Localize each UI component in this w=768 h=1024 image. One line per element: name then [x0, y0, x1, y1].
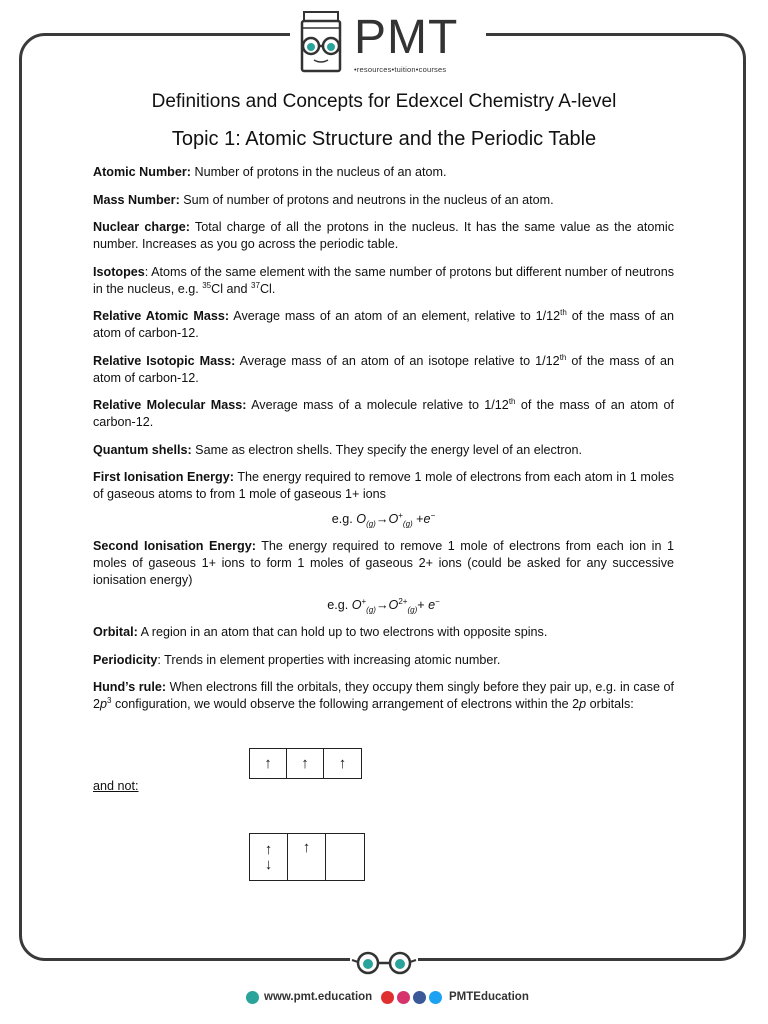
eq-species: O	[356, 512, 367, 526]
eq-arrow: →	[375, 512, 389, 526]
definition-text: The energy required to remove 1 mole of electrons from each ion in 1 moles of gaseous 1+ ions to form 1 moles of gaseous 2+ ions (could be asked for any successive ionisation energy)	[93, 539, 674, 587]
eq-species: O	[388, 512, 399, 526]
definition-text: Cl and	[211, 281, 252, 296]
eq-species: O	[388, 598, 399, 612]
eq-charge: 2+	[398, 596, 408, 606]
eq-state: (g)	[366, 605, 376, 615]
orbital-boxes-incorrect	[249, 833, 365, 881]
glasses-icon	[350, 950, 418, 976]
orbital-box	[287, 749, 324, 778]
eq-charge: −	[430, 510, 436, 520]
eq-prefix: e.g.	[327, 598, 352, 612]
term: Relative Isotopic Mass:	[93, 353, 236, 368]
term: Isotopes	[93, 264, 145, 279]
definition-text: of the mass of an atom of carbon-12.	[93, 309, 675, 340]
equation-first-ionisation	[93, 511, 674, 528]
spin-up-arrow-icon: ↑	[302, 839, 311, 856]
term: Orbital:	[93, 625, 138, 639]
mass-superscript: 37	[251, 280, 260, 290]
eq-charge: +	[398, 510, 403, 520]
definition-text: Cl.	[259, 281, 276, 296]
and-not-label: and not:	[93, 779, 139, 793]
spin-up-arrow-icon: ↑	[264, 755, 272, 772]
book-glasses-icon	[290, 8, 350, 78]
orbital-box	[250, 749, 287, 778]
term: Periodicity	[93, 652, 158, 667]
definition-orbital	[93, 624, 674, 641]
definition-text: Average mass of a molecule relative to 1/12	[246, 398, 509, 412]
spin-up-arrow-icon: ↑	[264, 841, 273, 858]
definition-hunds-rule	[93, 679, 674, 713]
ordinal-superscript: th	[560, 307, 567, 317]
definition-isotopes	[93, 264, 674, 298]
definition-quantum-shells	[93, 442, 674, 459]
eq-species: O	[351, 598, 362, 612]
definition-text: Average mass of an atom of an isotope relative to 1/12	[235, 353, 560, 368]
definition-text: of the mass of an atom of carbon-12.	[93, 353, 674, 385]
spin-up-arrow-icon: ↑	[338, 755, 347, 772]
orbital-box	[324, 749, 361, 778]
definition-text: configuration, we would observe the following arrangement of electrons within the 2	[111, 697, 580, 711]
twitter-icon[interactable]	[429, 991, 442, 1004]
eq-state: (g)	[402, 519, 413, 529]
eq-plus: +	[412, 512, 424, 526]
definition-nuclear-charge	[93, 219, 674, 253]
definition-text: The energy required to remove 1 mole of electrons from each atom in 1 moles of gaseous atoms to from 1 mole of gaseous 1+ ions	[93, 470, 674, 501]
eq-plus: +	[417, 598, 429, 612]
term: Quantum shells:	[93, 442, 192, 457]
definition-relative-isotopic-mass	[93, 353, 674, 387]
orbital-letter: p	[100, 697, 108, 711]
logo-tagline: •resources•tuition•courses	[354, 65, 447, 74]
eq-electron: e	[428, 598, 436, 612]
definition-relative-molecular-mass	[93, 397, 674, 431]
electron-count-superscript: 3	[107, 695, 112, 705]
term: Nuclear charge:	[93, 220, 190, 234]
youtube-icon[interactable]	[381, 991, 394, 1004]
definitions-list	[93, 164, 674, 724]
eq-prefix: e.g.	[331, 512, 357, 526]
ordinal-superscript: th	[559, 352, 567, 362]
orbital-box	[288, 834, 326, 880]
orbital-boxes-correct	[249, 748, 362, 779]
eq-electron: e	[423, 512, 431, 526]
social-handle[interactable]: PMTEducation	[449, 991, 529, 1003]
topic-heading: Topic 1: Atomic Structure and the Periodic Table	[171, 128, 597, 150]
orbital-box-empty	[326, 834, 364, 880]
definition-text: Same as electron shells. They specify the energy level of an electron.	[191, 442, 583, 457]
definition-text: Sum of number of protons and neutrons in the nucleus of an atom.	[179, 192, 554, 207]
definition-text: Total charge of all the protons in the nucleus. It has the same value as the atomic number. Increases as you go across the periodic table.	[93, 220, 674, 251]
term: Relative Atomic Mass:	[93, 309, 230, 323]
definition-text: When electrons fill the orbitals, they occupy them singly before they pair up, e.g. in case of 2	[93, 680, 675, 711]
instagram-icon[interactable]	[397, 991, 410, 1004]
eq-state: (g)	[366, 519, 376, 529]
definition-text: Number of protons in the nucleus of an atom.	[190, 165, 447, 179]
pmt-logo	[290, 8, 486, 78]
definition-periodicity	[93, 652, 674, 669]
definition-text: A region in an atom that can hold up to two electrons with opposite spins.	[137, 625, 548, 639]
facebook-icon[interactable]	[413, 991, 426, 1004]
website-link[interactable]: www.pmt.education	[264, 991, 373, 1003]
definition-relative-atomic-mass	[93, 308, 674, 342]
term: Second Ionisation Energy:	[93, 539, 256, 553]
definition-text: Average mass of an atom of an element, relative to 1/12	[229, 309, 561, 323]
equation-second-ionisation	[93, 597, 674, 614]
document-title: Definitions and Concepts for Edexcel Chemistry A-level	[151, 91, 617, 112]
definition-text: orbitals:	[586, 697, 634, 711]
logo-word: PMT	[354, 11, 459, 64]
eq-charge: −	[435, 596, 440, 606]
ordinal-superscript: th	[508, 396, 516, 406]
definition-mass-number	[93, 192, 674, 209]
spin-up-arrow-icon: ↑	[301, 755, 309, 772]
term: Atomic Number:	[93, 165, 191, 179]
definition-first-ionisation-energy	[93, 469, 674, 503]
definition-text: : Trends in element properties with increasing atomic number.	[157, 652, 501, 667]
term: Mass Number:	[93, 192, 180, 207]
eq-state: (g)	[407, 605, 418, 615]
eq-charge: +	[361, 596, 367, 606]
mass-superscript: 35	[202, 280, 212, 290]
footer	[0, 991, 768, 1007]
definition-text: of the mass of an atom of carbon-12.	[93, 398, 674, 429]
term: First Ionisation Energy:	[93, 470, 234, 484]
term: Hund’s rule:	[93, 680, 167, 694]
eq-arrow: →	[375, 598, 389, 612]
definition-text: : Atoms of the same element with the same number of protons but different number of neutrons in the nucleus, e.g.	[93, 264, 674, 296]
orbital-letter: p	[579, 697, 587, 711]
definition-atomic-number	[93, 164, 674, 181]
definition-second-ionisation-energy	[93, 538, 674, 589]
term: Relative Molecular Mass:	[93, 398, 247, 412]
cursor-icon	[246, 991, 259, 1004]
spin-down-arrow-icon: ↓	[264, 856, 273, 873]
orbital-box	[250, 834, 288, 880]
